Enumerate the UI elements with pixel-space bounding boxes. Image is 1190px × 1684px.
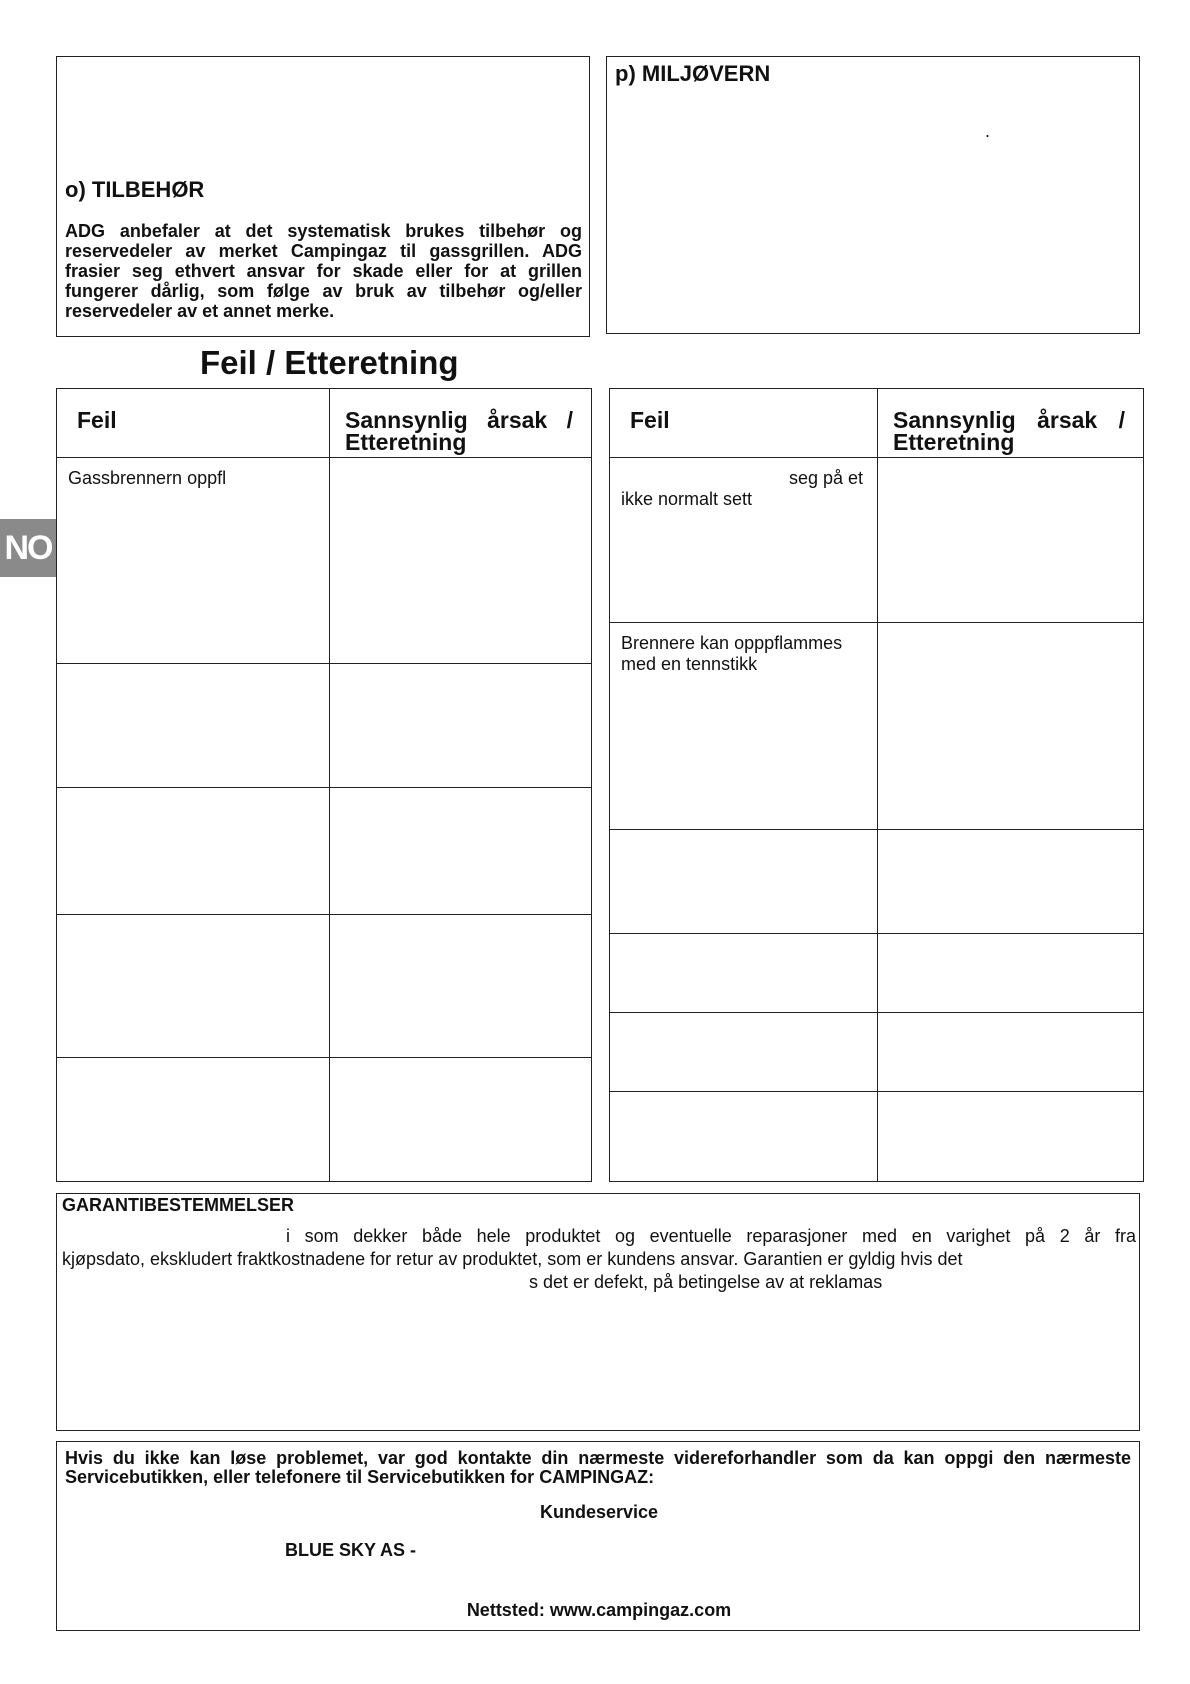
fault-cell bbox=[57, 664, 330, 788]
fault-cell bbox=[610, 1013, 878, 1092]
cause-cell bbox=[330, 1058, 592, 1182]
language-tab: NO bbox=[0, 519, 56, 577]
cause-cell bbox=[330, 458, 592, 664]
environment-heading: p) MILJØVERN bbox=[615, 61, 771, 86]
table-row bbox=[610, 830, 1144, 934]
accessories-text: ADG anbefaler at det systematisk brukes tilbehør og reservedeler av merket Campingaz til gassgrillen. ADG frasier seg ethvert ansvar for skade eller for at grillen fungerer dårlig, som følge av bruk av tilbehør og/eller reservedeler av et annet merke. bbox=[65, 221, 582, 321]
table-row bbox=[610, 623, 1144, 830]
fault-cell bbox=[57, 1058, 330, 1182]
table-row bbox=[57, 788, 592, 915]
table-row bbox=[57, 458, 592, 664]
company-name: BLUE SKY AS - bbox=[285, 1540, 417, 1560]
guarantee-text-line: s det er defekt, på betingelse av at reklamas bbox=[529, 1272, 883, 1292]
column-header-fault: Feil bbox=[610, 389, 878, 458]
table-row bbox=[610, 1013, 1144, 1092]
fault-cell bbox=[610, 1092, 878, 1182]
guarantee-section bbox=[56, 1193, 1140, 1431]
troubleshooting-table-left bbox=[56, 388, 592, 1182]
contact-intro: Hvis du ikke kan løse problemet, var god kontakte din nærmeste videreforhandler som da kan oppgi den nærmeste Servicebutikken, eller telefonere til Servicebutikken for CAMPINGAZ: bbox=[65, 1448, 1131, 1487]
fault-text-line: seg på et bbox=[788, 468, 863, 488]
fault-cell bbox=[57, 788, 330, 915]
table-row bbox=[610, 458, 1144, 623]
environment-text: . bbox=[985, 121, 991, 141]
cause-cell bbox=[330, 788, 592, 915]
fault-cell bbox=[57, 915, 330, 1058]
fault-cell: Gassbrennern oppfl bbox=[57, 458, 330, 664]
guarantee-text-line: i som dekker både hele produktet og eventuelle reparasjoner med en varighet på 2 år fra bbox=[286, 1226, 1136, 1246]
column-header-cause-label: Sannsynlig årsak / Etteretning bbox=[345, 407, 573, 455]
cause-cell bbox=[878, 623, 1144, 830]
table-row bbox=[57, 915, 592, 1058]
cause-cell bbox=[878, 830, 1144, 934]
column-header-cause bbox=[878, 389, 1144, 458]
column-header-cause bbox=[330, 389, 592, 458]
cause-cell bbox=[878, 1013, 1144, 1092]
table-header-row bbox=[57, 389, 592, 458]
fault-cell: Brennere kan opppflammes med en tennstikk bbox=[610, 623, 878, 830]
troubleshooting-title: Feil / Etteretning bbox=[200, 344, 459, 381]
fault-cell bbox=[610, 458, 878, 623]
environment-section bbox=[606, 56, 1140, 334]
table-header-row bbox=[610, 389, 1144, 458]
cause-cell bbox=[330, 915, 592, 1058]
cause-cell bbox=[878, 458, 1144, 623]
troubleshooting-table-right bbox=[609, 388, 1144, 1182]
website-link[interactable]: Nettsted: www.campingaz.com bbox=[466, 1600, 732, 1620]
guarantee-text-line: kjøpsdato, ekskludert fraktkostnadene for retur av produktet, som er kundens ansvar. Garantien er gyldig hvis det bbox=[62, 1249, 963, 1269]
guarantee-heading: GARANTIBESTEMMELSER bbox=[62, 1195, 295, 1215]
cause-cell bbox=[878, 1092, 1144, 1182]
table-row bbox=[610, 934, 1144, 1013]
contact-section bbox=[56, 1441, 1140, 1631]
fault-cell bbox=[610, 830, 878, 934]
table-row bbox=[57, 1058, 592, 1182]
customer-service-label: Kundeservice bbox=[539, 1502, 659, 1522]
cause-cell bbox=[878, 934, 1144, 1013]
accessories-section bbox=[56, 56, 590, 337]
fault-cell bbox=[610, 934, 878, 1013]
column-header-cause-label: Sannsynlig årsak / Etteretning bbox=[893, 407, 1125, 455]
accessories-heading: o) TILBEHØR bbox=[65, 177, 205, 202]
table-row bbox=[610, 1092, 1144, 1182]
cause-cell bbox=[330, 664, 592, 788]
fault-text-line: ikke normalt sett bbox=[621, 489, 753, 509]
column-header-fault: Feil bbox=[57, 389, 330, 458]
table-row bbox=[57, 664, 592, 788]
